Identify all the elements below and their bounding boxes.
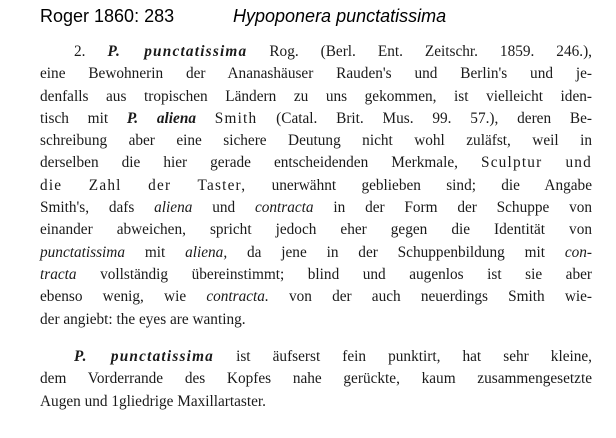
page-header: [40, 5, 446, 27]
taxon-name: Hypoponera punctatissima: [233, 6, 447, 26]
spaced-term: die Zahl der Taster,: [40, 176, 247, 194]
text-line: [40, 242, 592, 264]
text-line: [40, 41, 592, 63]
reference-citation: Roger 1860: 283: [40, 6, 175, 26]
text-line: [40, 286, 592, 308]
text-line: [40, 152, 592, 174]
species-name: P. aliena: [126, 109, 196, 127]
species-number: 2.: [74, 43, 86, 60]
text-line: dem Vorderrande des Kopfes nahe gerückte, kaum zusammengesetzte: [40, 370, 592, 388]
species-name: aliena: [154, 199, 193, 217]
text-line: [40, 108, 592, 130]
species-name: punctatissima: [40, 243, 125, 261]
species-name: P. punctatissima: [74, 348, 215, 365]
text-line: [40, 197, 592, 219]
species-name: con-: [564, 243, 593, 261]
text-segment: von der auch neuerdings Smith wie-: [288, 288, 593, 306]
text-line: eine Bewohnerin der Ananashäuser Rauden's und Berlin's und je-: [40, 65, 592, 83]
species-name: tracta: [40, 265, 77, 283]
text-segment: derselben die hier gerade entscheidenden Merkmale,: [40, 154, 458, 172]
description-paragraph-2: [40, 346, 592, 413]
text-line: einander abweichen, spricht jedoch eher gegen die Identität von: [40, 221, 592, 239]
spaced-term: und: [565, 154, 592, 172]
text-line: [40, 346, 592, 368]
text-segment: da jene in der Schuppenbildung mit: [246, 243, 545, 261]
text-segment: vollständig übereinstimmt; blind und augenlos ist sie aber: [100, 265, 593, 283]
text-segment: (Catal. Brit. Mus. 99. 57.), deren Be-: [276, 109, 592, 127]
text-segment: ebenso wenig, wie: [40, 288, 187, 306]
species-name: P. punctatissima: [107, 43, 248, 60]
text-line: [40, 264, 592, 286]
text-segment: unerwähnt geblieben sind; die Angabe: [271, 176, 592, 194]
species-name: contracta.: [206, 288, 269, 306]
text-segment: in der Form der Schuppe von: [333, 199, 593, 217]
species-name: aliena,: [185, 243, 228, 261]
author-name: Smith: [214, 109, 258, 127]
text-segment: mit: [144, 243, 166, 261]
text-line: schreibung aber eine sichere Deutung nicht wohl zuläfst, weil in: [40, 132, 592, 150]
text-line: der angiebt: the eyes are wanting.: [40, 310, 246, 328]
description-paragraph-1: [40, 41, 592, 331]
text-line: Augen und 1gliedrige Maxillartaster.: [40, 392, 266, 410]
text-line: [40, 175, 592, 197]
text-line: denfalls aus tropischen Ländern zu uns gekommen, ist vielleicht iden-: [40, 87, 592, 105]
spaced-term: Sculptur: [480, 154, 543, 172]
text-segment: Rog. (Berl. Ent. Zeitschr. 1859. 246.),: [269, 43, 592, 60]
text-segment: und: [212, 199, 236, 217]
text-segment: Smith's, dafs: [40, 199, 135, 217]
text-segment: tisch mit: [40, 109, 109, 127]
species-name: contracta: [254, 199, 314, 217]
text-segment: ist äufserst fein punktirt, hat sehr kleine,: [236, 348, 592, 365]
